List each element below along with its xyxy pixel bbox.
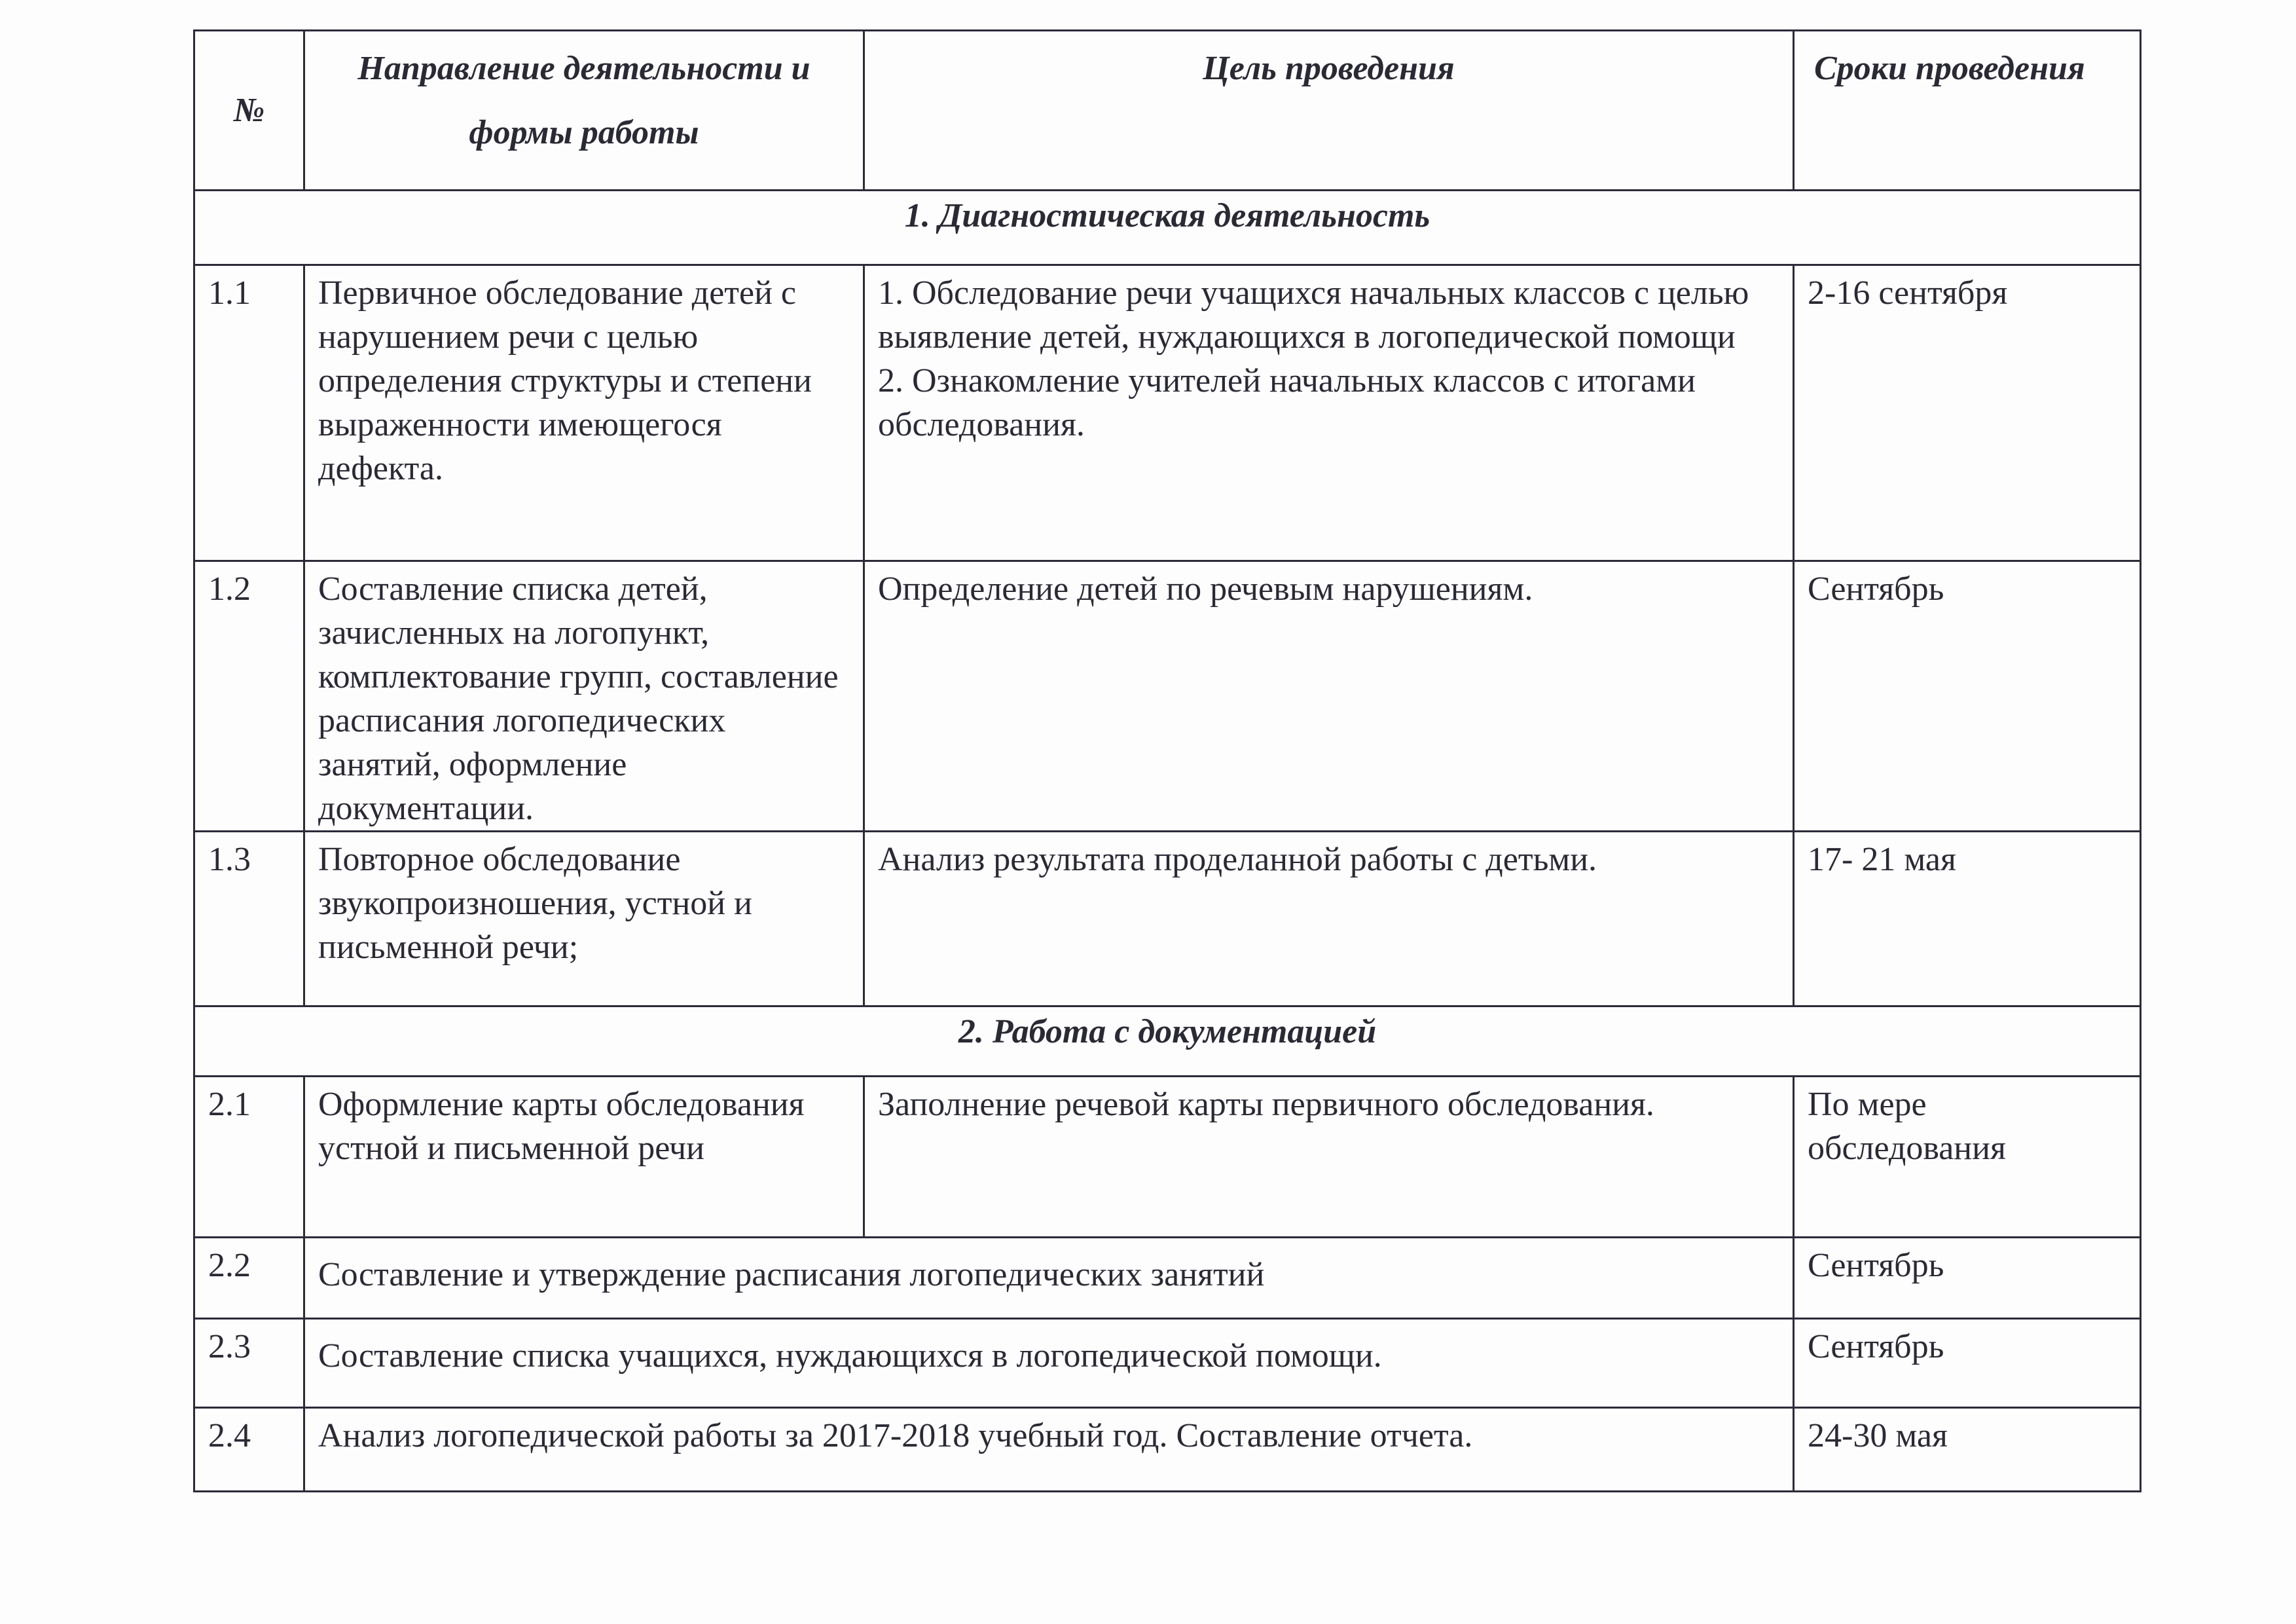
header-row [194,31,2141,191]
section-row-documentation [194,1006,2141,1077]
row-number: 2.4 [194,1408,304,1492]
table-row [194,832,2141,1006]
table-row [194,265,2141,561]
row-merged-text: Составление списка учащихся, нуждающихся в логопедической помощи. [304,1319,1794,1408]
row-term: Сентябрь [1794,1319,2141,1408]
section-row-diagnostics [194,191,2141,265]
table-row [194,1408,2141,1492]
row-goal [864,265,1794,561]
row-term: По мере обследования [1794,1077,2141,1238]
row-merged-text: Анализ логопедической работы за 2017-2018 учебный год. Составление отчета. [304,1408,1794,1492]
header-number: № [194,31,304,191]
row-number: 2.3 [194,1319,304,1408]
row-number: 1.1 [194,265,304,561]
section-title: 1. Диагностическая деятельность [194,191,2141,265]
row-number: 1.3 [194,832,304,1006]
row-term: Сентябрь [1794,1238,2141,1319]
row-term: 17- 21 мая [1794,832,2141,1006]
row-merged-text: Составление и утверждение расписания логопедических занятий [304,1238,1794,1319]
row-term: 24-30 мая [1794,1408,2141,1492]
goal-item: 1. Обследование речи учащихся начальных классов с целью выявление детей, нуждающихся в логопедической помощи [878,274,1749,356]
header-direction: Направление деятельности и формы работы [304,31,864,191]
row-direction: Составление списка детей, зачисленных на логопункт, комплектование групп, составление расписания логопедических занятий, оформление документации. [304,561,864,832]
row-number: 2.2 [194,1238,304,1319]
work-plan-table [193,29,2141,1492]
row-goal: Анализ результата проделанной работы с детьми. [864,832,1794,1006]
row-direction: Оформление карты обследования устной и письменной речи [304,1077,864,1238]
row-direction: Первичное обследование детей с нарушением речи с целью определения структуры и степени выраженности имеющегося дефекта. [304,265,864,561]
table-row [194,1238,2141,1319]
row-number: 1.2 [194,561,304,832]
row-goal: Определение детей по речевым нарушениям. [864,561,1794,832]
table-row [194,561,2141,832]
table-row [194,1077,2141,1238]
table-row [194,1319,2141,1408]
row-term: 2-16 сентября [1794,265,2141,561]
row-number: 2.1 [194,1077,304,1238]
row-direction: Повторное обследование звукопроизношения, устной и письменной речи; [304,832,864,1006]
goal-item: 2. Ознакомление учителей начальных классов с итогами обследования. [878,362,1696,443]
header-goal: Цель проведения [864,31,1794,191]
header-term: Сроки проведения [1794,31,2141,191]
row-term: Сентябрь [1794,561,2141,832]
section-title: 2. Работа с документацией [194,1006,2141,1077]
row-goal: Заполнение речевой карты первичного обследования. [864,1077,1794,1238]
